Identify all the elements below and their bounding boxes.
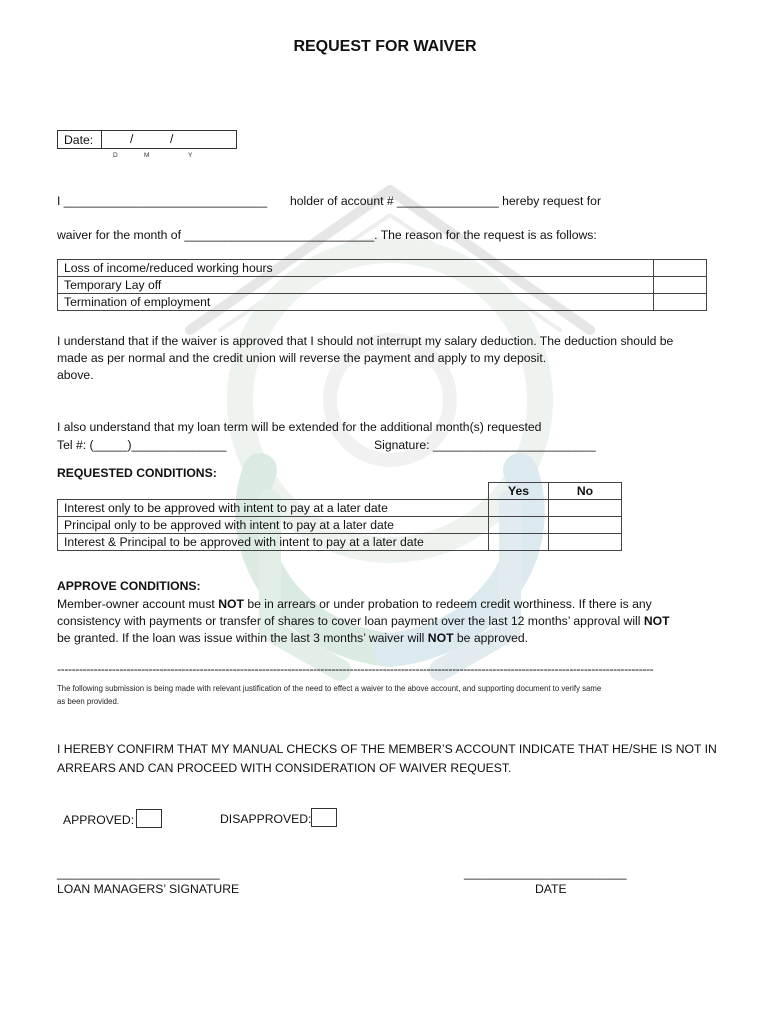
manager-signature-label: LOAN MANAGERS’ SIGNATURE bbox=[57, 882, 240, 896]
condition-no-cell[interactable] bbox=[549, 534, 622, 551]
condition-yes-cell[interactable] bbox=[489, 517, 549, 534]
date-field[interactable] bbox=[57, 130, 237, 149]
requested-conditions-table bbox=[57, 482, 622, 551]
reason-label: Termination of employment bbox=[58, 294, 654, 311]
date-year-hint: Y bbox=[188, 152, 193, 159]
column-header-yes: Yes bbox=[489, 483, 549, 500]
condition-yes-cell[interactable] bbox=[489, 500, 549, 517]
page-title: REQUEST FOR WAIVER bbox=[293, 38, 477, 55]
table-row bbox=[58, 260, 707, 277]
manager-signature-line[interactable]: ________________________ bbox=[57, 866, 220, 880]
emphasis-not: NOT bbox=[427, 631, 454, 645]
approve-text-part: be in arrears or under probation to redeem credit worthiness. If there is any bbox=[243, 597, 652, 611]
table-row bbox=[58, 517, 622, 534]
approve-conditions-heading: APPROVE CONDITIONS: bbox=[57, 579, 201, 593]
date-separator: / bbox=[170, 132, 174, 146]
table-row bbox=[58, 500, 622, 517]
approved-checkbox[interactable] bbox=[136, 809, 162, 828]
tel-field[interactable]: Tel #: (_____)______________ bbox=[57, 438, 227, 452]
understand-text: above. bbox=[57, 368, 94, 382]
reasons-table bbox=[57, 259, 707, 311]
loan-term-text: I also understand that my loan term will be extended for the additional month(s) requested bbox=[57, 420, 542, 434]
reason-checkbox[interactable] bbox=[654, 277, 707, 294]
condition-no-cell[interactable] bbox=[549, 517, 622, 534]
table-row bbox=[58, 277, 707, 294]
approved-label: APPROVED: bbox=[63, 813, 135, 827]
emphasis-not: NOT bbox=[643, 614, 670, 628]
name-line[interactable]: I ______________________________ bbox=[57, 194, 268, 208]
condition-no-cell[interactable] bbox=[549, 500, 622, 517]
table-row bbox=[58, 534, 622, 551]
approve-text bbox=[57, 597, 652, 611]
condition-yes-cell[interactable] bbox=[489, 534, 549, 551]
signature-field[interactable]: Signature: ________________________ bbox=[374, 438, 596, 452]
date-signature-line[interactable]: ________________________ bbox=[464, 866, 627, 880]
understand-text: I understand that if the waiver is approved that I should not interrupt my salary deduction. The deduction should be bbox=[57, 334, 674, 348]
condition-label: Principal only to be approved with intent to pay at a later date bbox=[58, 517, 489, 534]
approve-text-part: be approved. bbox=[453, 631, 529, 645]
condition-label: Interest only to be approved with intent to pay at a later date bbox=[58, 500, 489, 517]
submission-note: as been provided. bbox=[57, 697, 119, 706]
approve-text bbox=[57, 631, 528, 645]
reason-checkbox[interactable] bbox=[654, 294, 707, 311]
column-header-no: No bbox=[549, 483, 622, 500]
date-divider bbox=[101, 131, 102, 148]
table-row bbox=[58, 294, 707, 311]
date-day-hint: D bbox=[113, 152, 118, 159]
month-line[interactable]: waiver for the month of ____________________________. The reason for the request is as follows: bbox=[57, 228, 597, 242]
emphasis-not: NOT bbox=[218, 597, 244, 611]
approve-text bbox=[57, 614, 670, 628]
header-blank bbox=[58, 483, 489, 500]
disapproved-label: DISAPPROVED: bbox=[220, 812, 312, 826]
table-header-row bbox=[58, 483, 622, 500]
reason-label: Temporary Lay off bbox=[58, 277, 654, 294]
approve-text-part: be granted. If the loan was issue within the last 3 months’ waiver will bbox=[57, 631, 428, 645]
disapproved-checkbox[interactable] bbox=[311, 808, 337, 827]
date-signature-label: DATE bbox=[535, 882, 567, 896]
date-month-hint: M bbox=[144, 152, 150, 159]
dashed-separator: ------------------------------------------------------------------------------------------------------------------------------------------------------------------- bbox=[57, 662, 654, 676]
reason-checkbox[interactable] bbox=[654, 260, 707, 277]
confirmation-text: ARREARS AND CAN PROCEED WITH CONSIDERATION OF WAIVER REQUEST. bbox=[57, 761, 512, 775]
condition-label: Interest & Principal to be approved with intent to pay at a later date bbox=[58, 534, 489, 551]
requested-conditions-heading: REQUESTED CONDITIONS: bbox=[57, 466, 217, 480]
confirmation-text: I HEREBY CONFIRM THAT MY MANUAL CHECKS OF THE MEMBER’S ACCOUNT INDICATE THAT HE/SHE IS NOT IN bbox=[57, 742, 717, 756]
approve-text-part: Member-owner account must bbox=[57, 597, 219, 611]
account-line[interactable]: holder of account # _______________ hereby request for bbox=[290, 194, 602, 208]
approve-text-part: consistency with payments or transfer of shares to cover loan payment over the last 12 months’ approval will bbox=[57, 614, 644, 628]
understand-text: made as per normal and the credit union will reverse the payment and apply to my deposit. bbox=[57, 351, 547, 365]
submission-note: The following submission is being made with relevant justification of the need to effect a waiver to the above account, and supporting document to verify same bbox=[57, 684, 602, 693]
reason-label: Loss of income/reduced working hours bbox=[58, 260, 654, 277]
date-label: Date: bbox=[64, 133, 94, 147]
date-separator: / bbox=[130, 132, 134, 146]
